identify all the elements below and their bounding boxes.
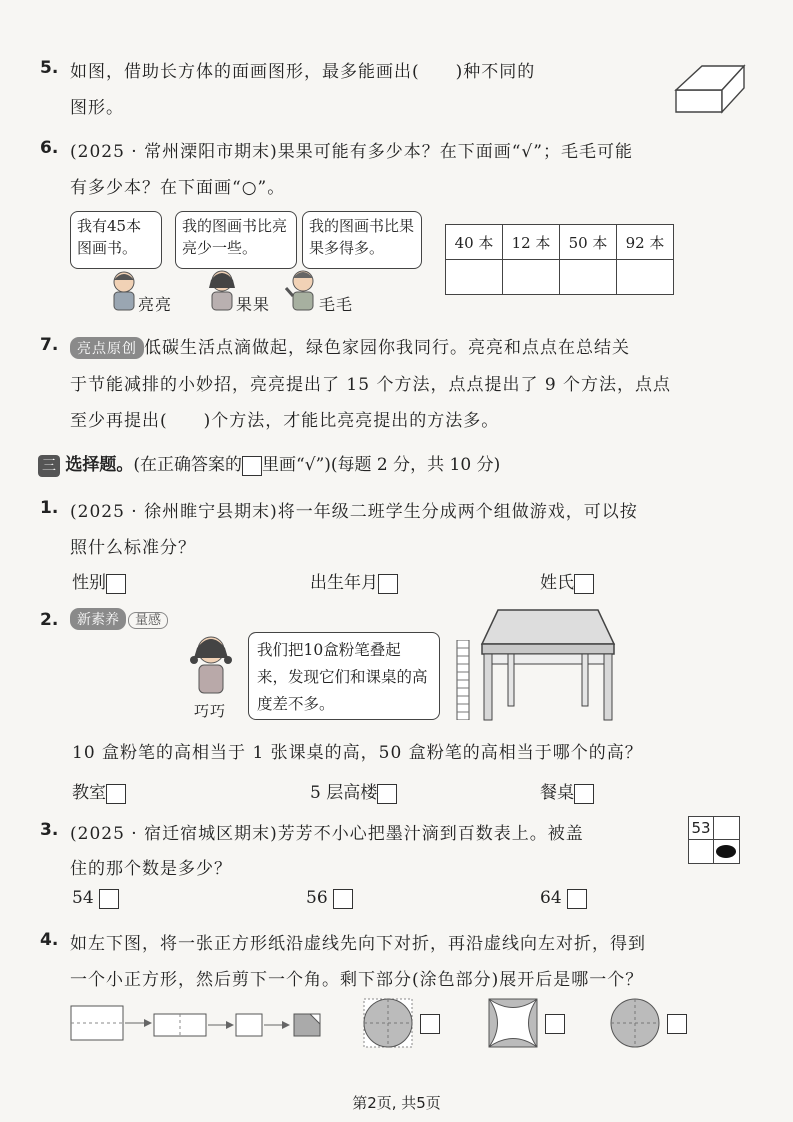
section-three-heading xyxy=(38,450,500,477)
option-label: 64 xyxy=(540,888,562,908)
answer-cell[interactable] xyxy=(617,260,674,295)
speech-bubble-maomao: 我的图画书比果果多得多。 xyxy=(302,211,422,269)
q7-number: 7. xyxy=(40,335,59,355)
c2-option-classroom xyxy=(72,778,126,804)
table-header-cell: 40 本 xyxy=(446,225,503,260)
q6-text-line2: 有多少本？在下面画“○”。 xyxy=(70,178,286,198)
answer-checkbox[interactable] xyxy=(99,889,119,909)
c2-option-dining-table xyxy=(540,778,594,804)
option-label: 出生年月 xyxy=(310,573,378,593)
speech-bubble-qiaoqiao: 我们把10盒粉笔叠起来，发现它们和课桌的高度差不多。 xyxy=(248,632,440,720)
hundred-chart-cell: 53 xyxy=(688,816,714,840)
section-instruction-a: (在正确答案的 xyxy=(133,455,243,475)
answer-cell[interactable] xyxy=(446,260,503,295)
q5-text-line2: 图形。 xyxy=(70,98,124,118)
c3-option-c xyxy=(540,888,587,909)
c2-question: 10 盒粉笔的高相当于 1 张课桌的高，50 盒粉笔的高相当于哪个的高？ xyxy=(72,743,643,763)
option-label: 5 层高楼 xyxy=(310,783,378,803)
ink-covered-cell xyxy=(714,840,740,864)
q7-text-line3: 至少再提出( )个方法，才能比亮亮提出的方法多。 xyxy=(70,411,500,431)
name-guoguo: 果果 xyxy=(236,295,271,314)
name-liangliang: 亮亮 xyxy=(138,295,173,314)
ink-blot-icon xyxy=(716,845,736,858)
q6-text-line1: (2025 · 常州溧阳市期末)果果可能有多少本？在下面画“√”；毛毛可能 xyxy=(70,142,633,162)
section-instruction-b: 里画“√”)(每题 2 分，共 10 分) xyxy=(262,455,501,475)
answer-cell[interactable] xyxy=(503,260,560,295)
option-label: 教室 xyxy=(72,783,106,803)
c2-option-building xyxy=(310,778,397,804)
page-footer: 第2页, 共5页 xyxy=(352,1094,441,1112)
c4-number: 4. xyxy=(40,930,59,950)
c3-text-line2: 住的那个数是多少？ xyxy=(70,859,232,879)
c2-number: 2. xyxy=(40,610,59,630)
name-qiaoqiao: 巧巧 xyxy=(194,702,227,720)
table-header-cell: 50 本 xyxy=(560,225,617,260)
c4-text-line2: 一个小正方形，然后剪下一个角。剩下部分(涂色部分)展开后是哪一个？ xyxy=(70,970,644,990)
hundred-chart-fragment xyxy=(688,816,740,864)
q7-text-line1 xyxy=(70,333,630,359)
desk-illustration xyxy=(478,606,618,724)
answer-checkbox[interactable] xyxy=(378,574,398,594)
answer-checkbox[interactable] xyxy=(420,1014,440,1034)
option-b-star-figure xyxy=(488,998,538,1048)
option-label: 姓氏 xyxy=(540,573,574,593)
speech-bubble-guoguo: 我的图画书比亮亮少一些。 xyxy=(175,211,297,269)
answer-checkbox[interactable] xyxy=(574,574,594,594)
boy-maomao-illustration xyxy=(285,268,319,312)
c1-option-birth xyxy=(310,568,398,594)
q6-number: 6. xyxy=(40,138,59,158)
c3-number: 3. xyxy=(40,820,59,840)
c4-text-line1: 如左下图，将一张正方形纸沿虚线先向下对折，再沿虚线向左对折，得到 xyxy=(70,934,646,954)
q5-number: 5. xyxy=(40,58,59,78)
option-label: 餐桌 xyxy=(540,783,574,803)
c2-badges xyxy=(70,608,168,630)
answer-checkbox[interactable] xyxy=(106,574,126,594)
answer-checkbox[interactable] xyxy=(667,1014,687,1034)
option-label: 性别 xyxy=(72,573,106,593)
c1-option-gender xyxy=(72,568,126,594)
chalk-stack-illustration xyxy=(456,640,470,720)
girl-qiaoqiao-illustration xyxy=(186,632,236,698)
hundred-chart-cell-empty xyxy=(714,816,740,840)
hundred-chart-cell-empty xyxy=(688,840,714,864)
table-header-cell: 12 本 xyxy=(503,225,560,260)
answer-checkbox[interactable] xyxy=(574,784,594,804)
instruction-box-icon xyxy=(242,456,262,476)
option-label: 56 xyxy=(306,888,328,908)
boy-liangliang-illustration xyxy=(108,270,140,312)
c1-text-line2: 照什么标准分？ xyxy=(70,538,196,558)
q7-text-line2: 于节能减排的小妙招，亮亮提出了 15 个方法，点点提出了 9 个方法，点点 xyxy=(70,375,672,395)
table-header-cell: 92 本 xyxy=(617,225,674,260)
q7-line1-text: 低碳生活点滴做起，绿色家园你我同行。亮亮和点点在总结关 xyxy=(144,338,630,358)
c1-option-surname xyxy=(540,568,594,594)
c1-text-line1: (2025 · 徐州睢宁县期末)将一年级二班学生分成两个组做游戏，可以按 xyxy=(70,502,638,522)
cuboid-figure xyxy=(672,46,748,116)
name-maomao: 毛毛 xyxy=(319,295,354,314)
answer-checkbox[interactable] xyxy=(377,784,397,804)
answer-checkbox[interactable] xyxy=(545,1014,565,1034)
c3-text-line1: (2025 · 宿迁宿城区期末)芳芳不小心把墨汁滴到百数表上。被盖 xyxy=(70,824,584,844)
girl-guoguo-illustration xyxy=(205,268,239,312)
q5-text-line1: 如图，借助长方体的面画图形，最多能画出( )种不同的 xyxy=(70,62,536,82)
answer-checkbox[interactable] xyxy=(106,784,126,804)
speech-bubble-liangliang: 我有45本图画书。 xyxy=(70,211,162,269)
book-count-table xyxy=(445,224,674,295)
option-a-circle-figure xyxy=(363,998,413,1048)
section-title: 选择题。 xyxy=(65,455,134,475)
c1-number: 1. xyxy=(40,498,59,518)
original-badge: 亮点原创 xyxy=(70,337,144,359)
option-c-circle-figure xyxy=(610,998,660,1048)
answer-cell[interactable] xyxy=(560,260,617,295)
answer-checkbox[interactable] xyxy=(567,889,587,909)
answer-checkbox[interactable] xyxy=(333,889,353,909)
c3-option-a xyxy=(72,888,119,909)
section-number-mark: 三 xyxy=(38,455,60,477)
c3-option-b xyxy=(306,888,353,909)
quantity-sense-tag: 量感 xyxy=(128,612,168,629)
paper-folding-steps xyxy=(70,1004,326,1044)
new-literacy-badge: 新素养 xyxy=(70,608,126,630)
option-label: 54 xyxy=(72,888,94,908)
